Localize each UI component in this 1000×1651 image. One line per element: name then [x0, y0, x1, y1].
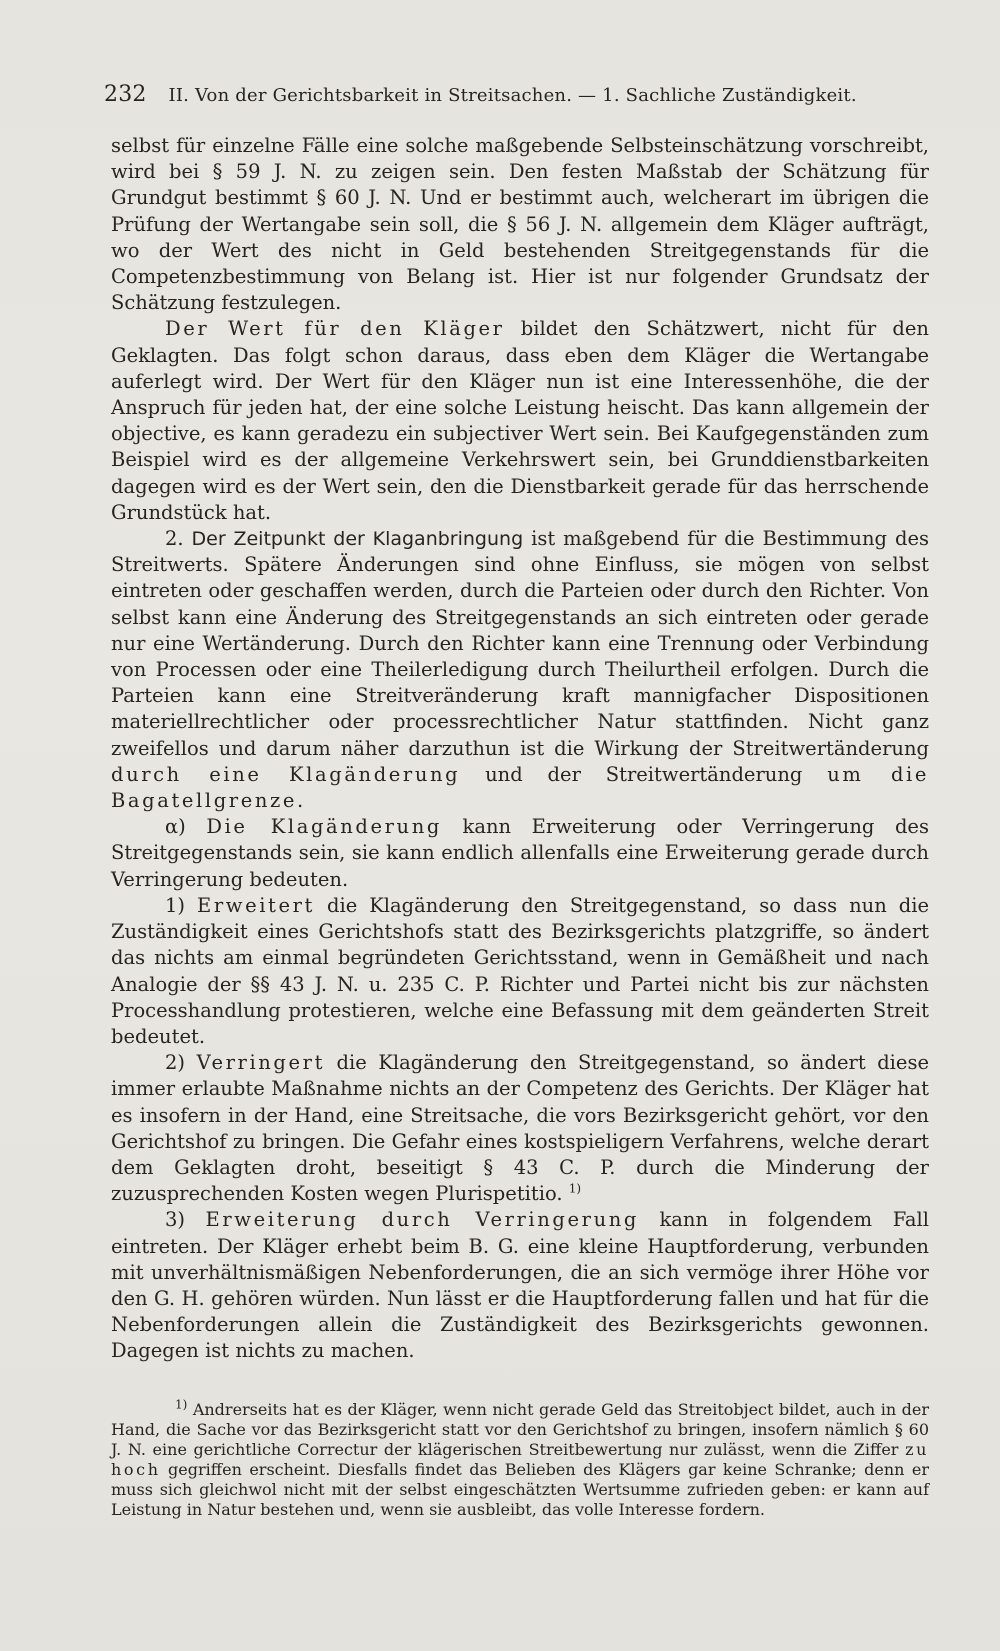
paragraph-text: die Klagänderung den Streitgegenstand, so dass nun die Zuständigkeit eines Gerichtshofs statt des Bezirksgerichts platzgriffe, so ändert das nichts am einmal begründeten Gerichtsstand, wenn in Gemäßheit und nach Analogie der §§ 43 J. N. u. 235 C. P. Richter und Partei nicht bis zur nächsten Processhandlung protestieren, welche eine Befassung mit dem geänderten Streit bedeutet. — [111, 893, 930, 1048]
paragraph-1: selbst für einzelne Fälle eine solche maßgebende Selbsteinschätzung vorschreibt, wird bei § 59 J. N. zu zeigen sein. Den festen Maßstab der Schätzung für Grundgut bestimmt § 60 J. N. Und er bestimmt auch, welcherart im übrigen die Prüfung der Wertangabe sein soll, die § 56 J. N. allgemein dem Kläger aufträgt, wo der Wert des nicht in Geld bestehenden Streitgegenstands für die Competenzbestimmung von Belang ist. Hier ist nur folgender Grundsatz der Schätzung festzulegen. — [111, 134, 929, 315]
footnote-1 — [111, 1397, 929, 1520]
paragraph-4 — [111, 814, 929, 893]
item-marker: 3) — [165, 1208, 206, 1232]
paragraph-text: die Klagänderung den Streitgegenstand, so ändert diese immer erlaubte Maßnahme nichts an der Competenz des Gerichts. Der Kläger hat es insofern in der Hand, eine Streitsache, die vors Bezirksgericht gehört, vor den Gerichtshof zu bringen. Die Gefahr eines kostspieligern Verfahrens, welche derart dem Geklagten droht, beseitigt § 43 C. P. durch die Minderung der zuzusprechenden Kosten wegen Plurispetitio. — [111, 1051, 930, 1206]
footnote-text: gegriffen erscheint. Diesfalls findet das Belieben des Klägers gar keine Schranke; denn er muss sich gleichwol nicht mit der selbst eingeschätzten Wertsumme zufrieden geben: er kann auf Leistung in Natur bestehen und, wenn sie ausbleibt, das volle Interesse fordern. — [111, 1460, 929, 1519]
footnote-text: Andrerseits hat es der Kläger, wenn nicht gerade Geld das Streitobject bildet, auch in der Hand, die Sache vor das Bezirksgericht statt vor den Gerichtshof zu bringen, insofern nämlich § 60 J. N. eine gerichtliche Correctur der klägerischen Streitbewertung nur zulässt, wenn die Ziffer — [111, 1400, 929, 1459]
paragraph-2 — [111, 316, 929, 526]
main-text — [111, 133, 929, 1365]
footnote-reference[interactable]: 1) — [568, 1181, 582, 1196]
paragraph-3 — [111, 526, 929, 814]
paragraph-text: . — [297, 789, 304, 813]
spaced-emphasis: Erweiterung durch Verringerung — [205, 1208, 639, 1232]
footnote-marker: 1) — [175, 1397, 188, 1412]
running-header — [104, 82, 904, 112]
paragraph-text: und der Streitwertänderung — [460, 762, 828, 786]
footnote-area — [111, 1397, 929, 1520]
page-number: 232 — [104, 82, 147, 107]
paragraph-text: bildet den Schätzwert, nicht für den Geklagten. Das folgt schon daraus, dass eben dem Kläger die Wertangabe auferlegt wird. Der Wert für den Kläger nun ist eine Interessenhöhe, die der Anspruch für jeden hat, der eine solche Leistung heischt. Das kann allgemein der objective, es kann geradezu ein subjectiver Wert sein. Bei Kaufgegenständen zum Beispiel wird es der allgemeine Verkehrswert sein, bei Grunddienstbarkeiten dagegen wird es der Wert sein, den die Dienstbarkeit gerade für das herrschende Grundstück hat. — [111, 317, 929, 524]
spaced-emphasis: um die Bagatellgrenze — [111, 762, 930, 813]
spaced-emphasis: zu hoch — [111, 1440, 929, 1479]
paragraph-text: kann Erweiterung oder Verringerung des Streitgegenstands sein, sie kann endlich allenfalls eine Erweiterung gerade durch Verringerung bedeuten. — [111, 815, 929, 891]
paragraph-5 — [111, 893, 929, 1050]
section-number: 2. — [165, 527, 192, 551]
item-marker: 2) — [165, 1051, 197, 1075]
spaced-emphasis: Die Klagänderung — [206, 815, 442, 839]
item-marker: 1) — [165, 893, 198, 917]
section-heading: Der Zeitpunkt der Klaganbringung — [191, 528, 524, 551]
paragraph-text: kann in folgendem Fall eintreten. Der Kläger erhebt beim B. G. eine kleine Hauptforderung, verbunden mit unverhältnismäßigen Nebenforderungen, die an sich vermöge ihrer Höhe vor den G. H. gehören würden. Nun lässt er die Hauptforderung fallen und hat für die Nebenforderungen allein die Zuständigkeit des Bezirksgerichts gewonnen. Dagegen ist nichts zu machen. — [111, 1208, 929, 1363]
spaced-emphasis: Der Wert für den Kläger — [165, 317, 505, 341]
item-marker: α) — [165, 815, 207, 839]
spaced-emphasis: Erweitert — [197, 893, 315, 917]
spaced-emphasis: durch eine Klagänderung — [111, 762, 461, 786]
paragraph-7 — [111, 1207, 929, 1364]
running-title: II. Von der Gerichtsbarkeit in Streitsachen. — 1. Sachliche Zuständigkeit. — [168, 85, 857, 106]
spaced-emphasis: Verringert — [196, 1051, 326, 1075]
paragraph-text: ist maßgebend für die Bestimmung des Streitwerts. Spätere Änderungen sind ohne Einfluss, sie mögen von selbst eintreten oder geschaffen werden, durch die Parteien oder durch den Richter. Von selbst kann eine Änderung des Streitgegenstands an sich eintreten oder gerade nur eine Wertänderung. Durch den Richter kann eine Trennung oder Verbindung von Processen oder eine Theilerledigung durch Theilurtheil erfolgen. Durch die Parteien kann eine Streitveränderung kraft mannigfacher Dispositionen materiellrechtlicher oder processrechtlicher Natur stattfinden. Nicht ganz zweifellos und darum näher darzuthun ist die Wirkung der Streitwertänderung — [111, 527, 929, 760]
paragraph-6 — [111, 1050, 929, 1207]
